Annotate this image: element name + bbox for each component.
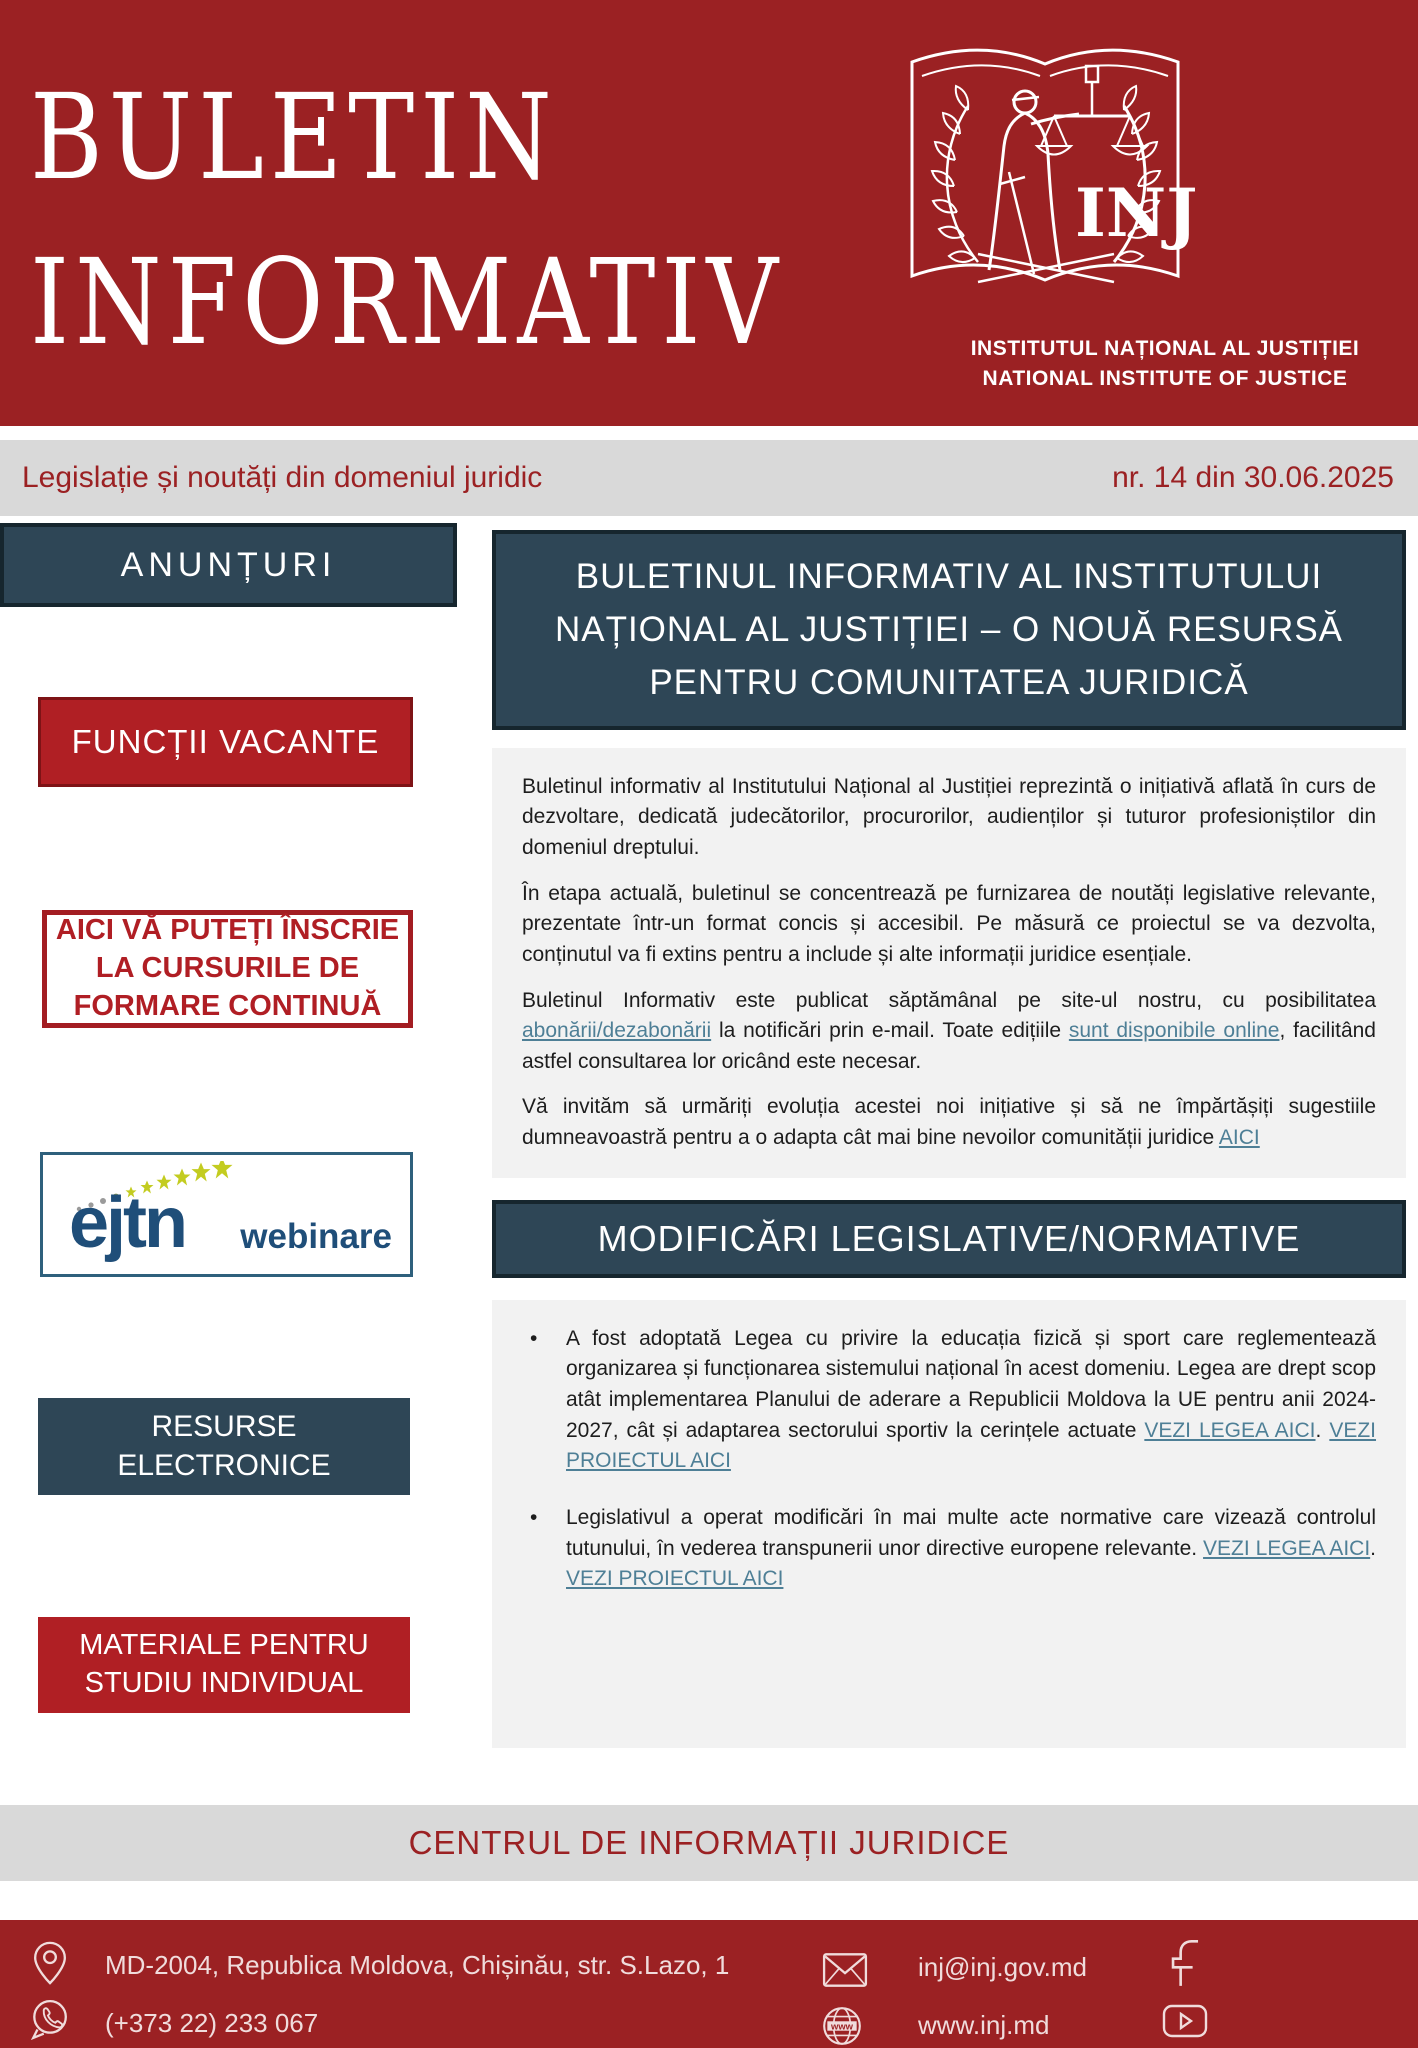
text-segment: A fost adoptată Legea cu privire la educația fizică și sport care reglementează organizarea și funcționarea sistemului național în acest domeniu. Legea are drept scop atât implementarea Planului de aderare a Republicii Moldova la UE pentru anii 2024-2027, cât și adaptarea sectorului sportiv la cerințele actuate xyxy=(566,1326,1376,1442)
footer-website-link[interactable]: www.inj.md xyxy=(918,2010,1050,2040)
inline-link[interactable]: sunt disponibile online xyxy=(1068,1019,1280,1043)
text-segment: Buletinul Informativ este publicat săptămânal pe site-ul nostru, cu posibilitatea xyxy=(522,988,1376,1012)
main-column xyxy=(492,530,1406,1748)
text-segment: Buletinul informativ al Institutului Național al Justiției reprezintă o inițiativă aflată în curs de dezvoltare, dedicată judecătorilor, procurorilor, audienților și tuturor profesioniștilor din domeniul dreptului. xyxy=(522,774,1376,859)
intro-panel xyxy=(492,748,1406,1178)
youtube-icon[interactable] xyxy=(1162,2004,1208,2045)
inline-link[interactable]: abonării/dezabonării xyxy=(522,1019,712,1043)
list-item xyxy=(522,1324,1376,1477)
svg-text:www: www xyxy=(831,2020,853,2032)
paragraph xyxy=(522,986,1376,1078)
inline-link[interactable]: AICI xyxy=(1218,1126,1260,1150)
bullet-text xyxy=(566,1324,1376,1477)
text-segment: Vă invităm să urmăriți evoluția acestei noi inițiative și să ne împărtășiți sugestiile dumneavoastră pentru a o adapta cât mai bine nevoilor comunității juridice xyxy=(522,1095,1376,1150)
footer-phone: (+373 22) 233 067 xyxy=(105,2008,319,2038)
sidebar-item-inscriere-cursuri[interactable]: AICI VĂ PUTEȚI ÎNSCRIE LA CURSURILE DE FORMARE CONTINUĂ xyxy=(42,910,413,1028)
ejtn-logo: ejtn xyxy=(69,1183,186,1263)
text-segment: . xyxy=(1370,1536,1376,1560)
paragraph xyxy=(522,879,1376,971)
sidebar-item-ejtn-webinare[interactable] xyxy=(40,1152,413,1277)
paragraph xyxy=(522,1092,1376,1153)
inline-link[interactable]: VEZI PROIECTUL AICI xyxy=(566,1567,784,1591)
email-icon xyxy=(822,1952,868,1995)
subheader-tagline: Legislație și noutăți din domeniul juridic xyxy=(22,461,543,494)
issue-number: nr. 14 din 30.06.2025 xyxy=(1112,461,1394,494)
main-title: BULETINUL INFORMATIV AL INSTITUTULUI NAȚIONAL AL JUSTIȚIEI – O NOUĂ RESURSĂ PENTRU COMUNITATEA JURIDICĂ xyxy=(492,530,1406,730)
footer-email-link[interactable]: inj@inj.gov.md xyxy=(918,1952,1087,1982)
sidebar-item-resurse-electronice[interactable]: RESURSE ELECTRONICE xyxy=(38,1398,410,1495)
logo-acronym: INJ xyxy=(1075,174,1198,252)
inj-logo-icon xyxy=(882,22,1212,328)
inline-link[interactable]: VEZI LEGEA AICI xyxy=(1144,1418,1316,1442)
sidebar-item-materiale-studiu[interactable]: MATERIALE PENTRU STUDIU INDIVIDUAL xyxy=(38,1617,410,1713)
section-title-modificari: MODIFICĂRI LEGISLATIVE/NORMATIVE xyxy=(492,1200,1406,1278)
text-segment: , facilitând astfel consultarea lor oricând este necesar. xyxy=(522,1019,1376,1073)
location-pin-icon xyxy=(32,1940,68,1993)
paragraph xyxy=(522,772,1376,864)
legislative-panel xyxy=(492,1300,1406,1748)
subheader-bar xyxy=(0,440,1418,516)
logo-name-en: NATIONAL INSTITUTE OF JUSTICE xyxy=(982,367,1348,391)
logo-name-ro: INSTITUTUL NAȚIONAL AL JUSTIȚIEI xyxy=(970,337,1360,360)
bullet-text xyxy=(566,1503,1376,1595)
ejtn-webinare-label: webinare xyxy=(240,1217,392,1256)
logo-name xyxy=(930,334,1400,395)
text-segment: În etapa actuală, buletinul se concentrează pe furnizarea de noutăți legislative relevante, prezentate într-un format concis și accesibil. Pe măsură ce proiectul se va dezvolta, conținutul va fi extins pentru a include și alte informații juridice esențiale. xyxy=(522,881,1376,966)
text-segment: la notificări prin e-mail. Toate edițiile xyxy=(711,1019,1069,1043)
masthead xyxy=(0,0,1418,426)
footer xyxy=(0,1920,1418,2048)
masthead-title-line2: INFORMATIV xyxy=(30,233,784,371)
bullet-icon: • xyxy=(530,1326,538,1350)
text-segment: Legislativul a operat modificări în mai multe acte normative care vizează controlul tutunului, în vederea transpunerii unor directive europene relevante. xyxy=(566,1506,1376,1560)
facebook-icon[interactable] xyxy=(1168,1938,1202,1995)
text-segment: . xyxy=(1315,1418,1330,1442)
masthead-title-line1: BULETIN xyxy=(30,68,558,206)
globe-www-icon xyxy=(820,2004,864,2048)
sidebar-item-functii-vacante[interactable]: FUNCȚII VACANTE xyxy=(38,697,413,787)
inline-link[interactable]: VEZI LEGEA AICI xyxy=(1203,1536,1371,1560)
bullet-icon: • xyxy=(530,1506,538,1530)
inline-link[interactable]: VEZI PROIECTUL AICI xyxy=(566,1418,1377,1473)
footer-band-title: CENTRUL DE INFORMAȚII JURIDICE xyxy=(0,1805,1418,1881)
list-item xyxy=(522,1503,1376,1595)
sidebar-header-anunturi: ANUNȚURI xyxy=(0,523,457,607)
phone-icon xyxy=(28,1998,70,2047)
footer-address: MD-2004, Republica Moldova, Chișinău, str. S.Lazo, 1 xyxy=(105,1950,730,1980)
